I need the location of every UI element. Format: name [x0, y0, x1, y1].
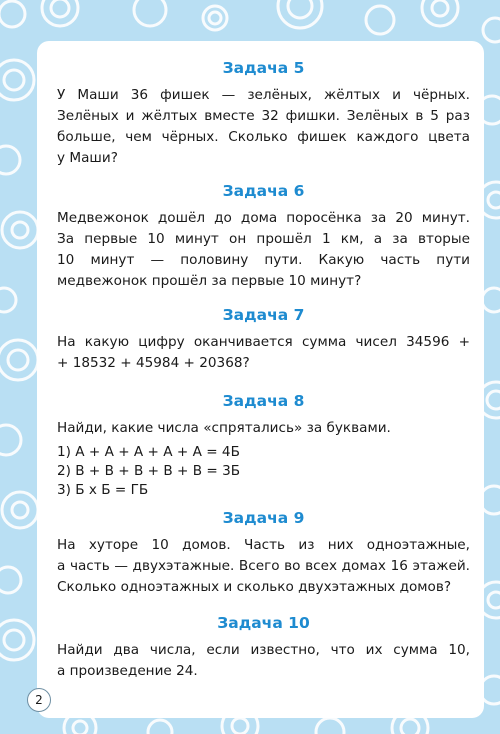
text-line: На хуторе 10 домов. Часть из них одноэтажные,	[57, 537, 470, 553]
task-7	[57, 305, 470, 374]
task-9	[57, 508, 470, 598]
text-line: медвежонок прошёл за первые 10 минут?	[57, 273, 362, 289]
task-title: Задача 7	[222, 306, 305, 324]
text-line: Найди два числа, если известно, что их сумма 10,	[57, 642, 470, 658]
text-line: 10 минут — половину пути. Какую часть пути	[57, 252, 470, 268]
task-title: Задача 8	[222, 392, 305, 410]
task-8	[57, 391, 470, 500]
text-line: За первые 10 минут он прошёл 1 км, а за вторые	[57, 231, 470, 247]
task-title: Задача 9	[222, 509, 305, 527]
text-line: Зелёных и жёлтых вместе 32 фишки. Зелёных в 5 раз	[57, 108, 470, 124]
text-line: больше, чем чёрных. Сколько фишек каждого цвета	[57, 129, 470, 145]
task-text	[57, 208, 470, 292]
task-text	[57, 85, 470, 169]
text-line: Медвежонок дошёл до дома поросёнка за 20 минут.	[57, 210, 470, 226]
task-text	[57, 640, 470, 682]
task-title: Задача 5	[222, 59, 305, 77]
text-line: На какую цифру оканчивается сумма чисел 34596 +	[57, 334, 470, 350]
page-number-badge: 2	[27, 688, 51, 712]
equation-line: 1) А + А + А + А + А = 4Б	[57, 444, 240, 460]
task-text	[57, 332, 470, 374]
text-line: Сколько одноэтажных и сколько двухэтажных домов?	[57, 579, 452, 595]
task-6	[57, 181, 470, 292]
text-line: а часть — двухэтажные. Всего во всех домах 16 этажей.	[57, 558, 470, 574]
equation-line: 2) В + В + В + В + В = 3Б	[57, 463, 241, 479]
task-text	[57, 535, 470, 598]
text-line: У Маши 36 фишек — зелёных, жёлтых и чёрных.	[57, 87, 470, 103]
equation-line: 3) Б х Б = ГБ	[57, 482, 149, 498]
text-line: + 18532 + 45984 + 20368?	[57, 355, 250, 371]
task-card	[37, 41, 484, 718]
task-title: Задача 6	[222, 182, 305, 200]
task-5	[57, 58, 470, 169]
text-line: а произведение 24.	[57, 663, 198, 679]
task-text	[57, 418, 470, 500]
text-line: Найди, какие числа «спрятались» за буквами.	[57, 420, 391, 436]
task-10	[57, 613, 470, 682]
text-line: у Маши?	[57, 150, 118, 166]
task-title: Задача 10	[217, 614, 310, 632]
